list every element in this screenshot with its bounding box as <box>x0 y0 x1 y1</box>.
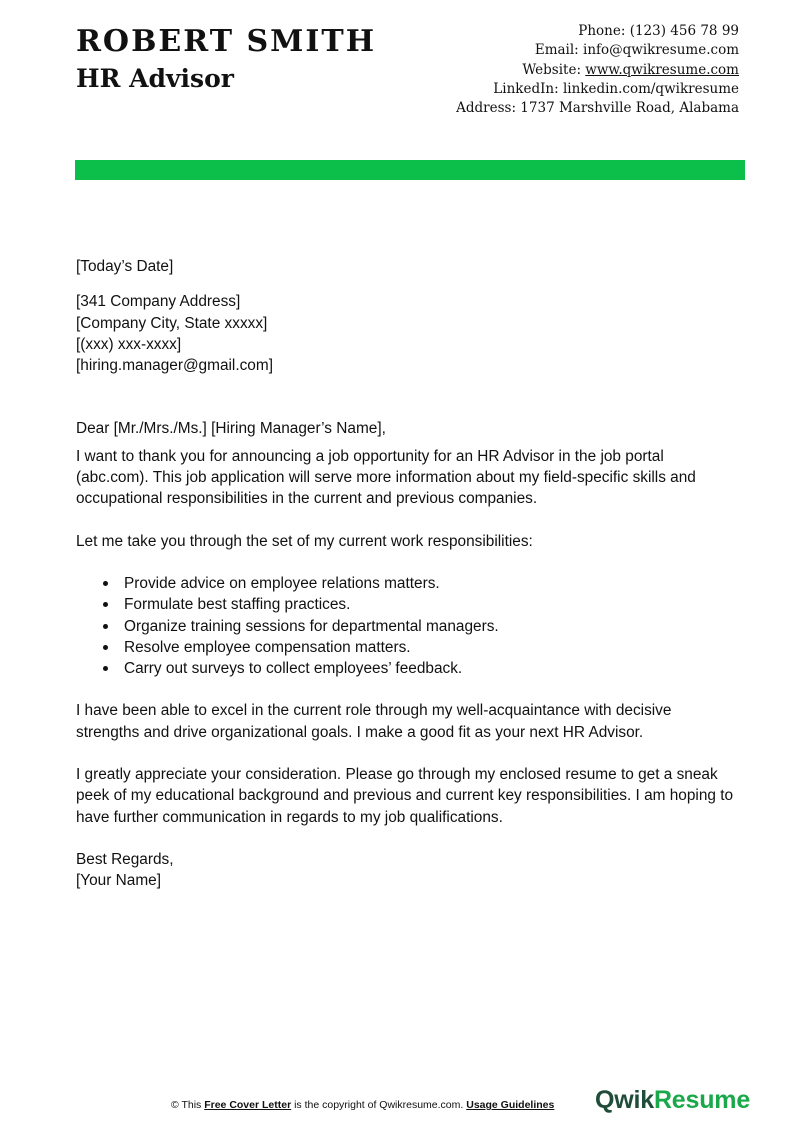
copyright-footer <box>171 1099 554 1111</box>
footer-middle: is the copyright of Qwikresume.com. <box>291 1099 467 1111</box>
usage-guidelines-link[interactable]: Usage Guidelines <box>466 1099 555 1111</box>
contact-website <box>439 61 739 80</box>
list-item: Organize training sessions for departmental managers. <box>124 616 736 637</box>
list-item: Provide advice on employee relations matters. <box>124 573 736 594</box>
list-intro: Let me take you through the set of my current work responsibilities: <box>76 532 533 550</box>
recipient-line: [(xxx) xxx-xxxx] <box>76 335 182 353</box>
responsibility-list <box>76 573 736 679</box>
recipient-line: [341 Company Address] <box>76 293 241 311</box>
recipient-line: [hiring.manager@gmail.com] <box>76 357 273 375</box>
recipient-block <box>76 291 736 376</box>
applicant-name: ROBERT SMITH <box>76 24 377 59</box>
contact-block <box>439 22 739 118</box>
signature: [Your Name] <box>76 872 161 890</box>
logo-part-qwik: Qwik <box>595 1086 654 1114</box>
list-item: Formulate best staffing practices. <box>124 594 736 615</box>
contact-phone: Phone: (123) 456 78 99 <box>578 23 739 39</box>
body-paragraph-2: I have been able to excel in the current role through my well-acquaintance with decisive strengths and drive organizational goals. I make a good fit as your next HR Advisor. <box>76 702 672 741</box>
accent-divider-bar <box>75 160 745 180</box>
contact-email: Email: info@qwikresume.com <box>534 42 739 59</box>
letter-date: [Today’s Date] <box>76 258 174 275</box>
body-paragraph-3: I greatly appreciate your consideration. Please go through my enclosed resume to get a sneak peek of my educational background and previous and current key responsibilities. I am hoping to have further communication in regards to my job qualifications. <box>76 766 734 826</box>
footer-prefix: © This <box>171 1099 205 1111</box>
free-cover-letter-link[interactable]: Free Cover Letter <box>204 1099 292 1111</box>
salutation: Dear [Mr./Mrs./Ms.] [Hiring Manager’s Name], <box>76 420 386 438</box>
contact-address: Address: 1737 Marshville Road, Alabama <box>456 100 739 117</box>
logo-part-resume: Resume <box>653 1086 751 1114</box>
contact-linkedin: LinkedIn: linkedin.com/qwikresume <box>493 80 739 97</box>
contact-website-label: Website: <box>522 61 586 78</box>
list-item: Resolve employee compensation matters. <box>124 637 736 658</box>
contact-website-link[interactable]: www.qwikresume.com <box>585 61 739 78</box>
recipient-line: [Company City, State xxxxx] <box>76 314 268 332</box>
list-item: Carry out surveys to collect employees’ feedback. <box>124 658 736 679</box>
closing: Best Regards, <box>76 850 174 868</box>
letter-body <box>76 256 736 892</box>
applicant-role: HR Advisor <box>76 64 234 93</box>
qwikresume-logo[interactable] <box>595 1086 750 1115</box>
intro-paragraph: I want to thank you for announcing a job opportunity for an HR Advisor in the job portal (abc.com). This job application will serve more information about my field-specific skills and occupational responsibilities in the current and previous companies. <box>76 447 696 508</box>
